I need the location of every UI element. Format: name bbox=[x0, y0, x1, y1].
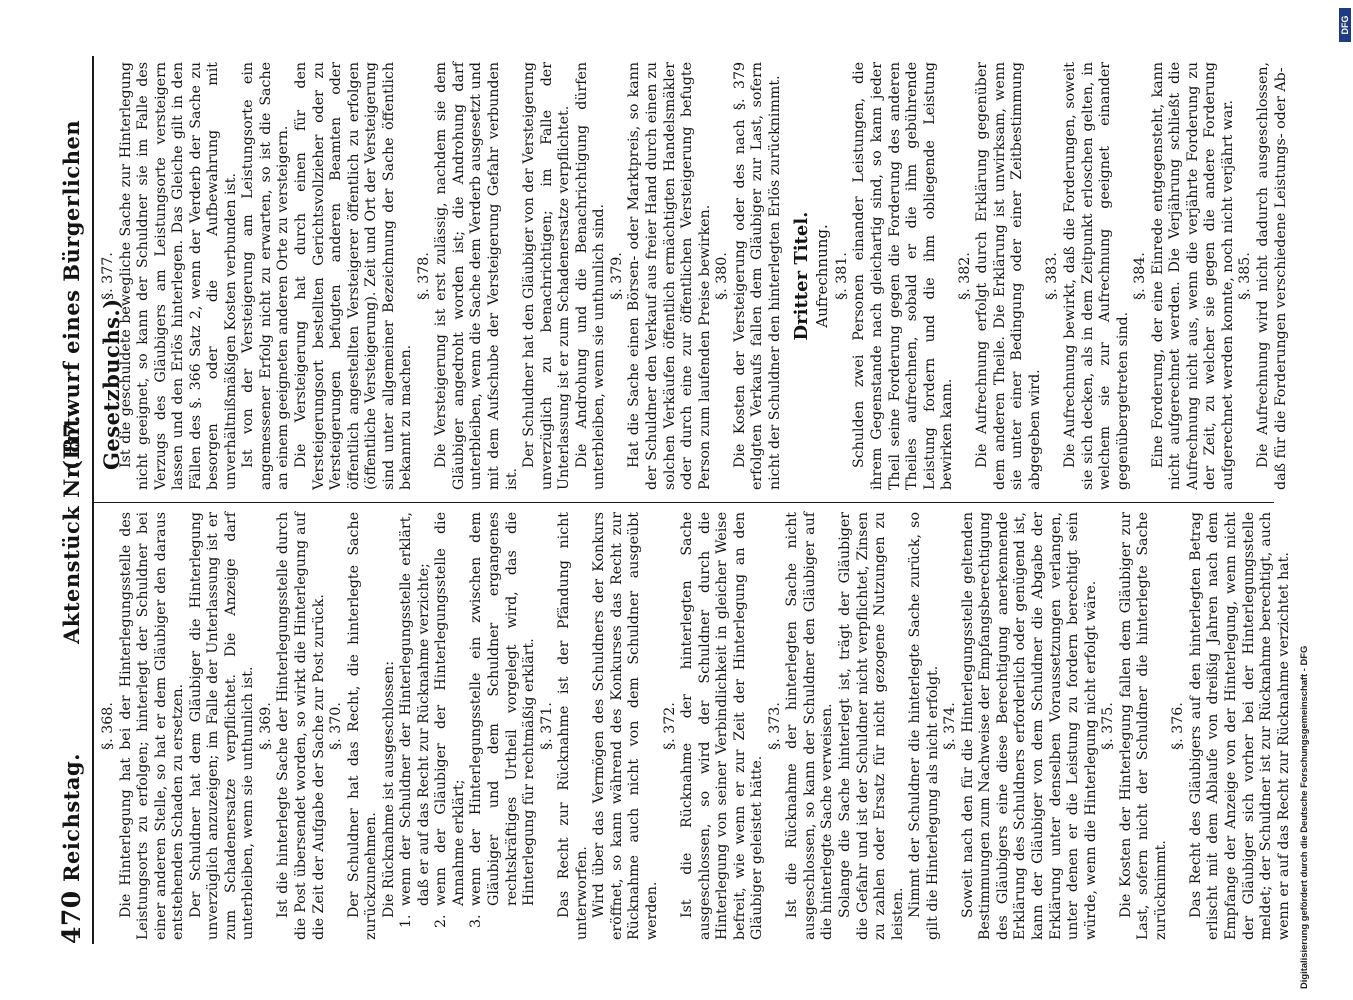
section-heading: §. 372. bbox=[661, 702, 678, 750]
paragraph: Eine Forderung, der eine Einrede entgegensteht, kann nicht aufgerechnet werden. Die Verjährung schließt die Aufrechnung nicht aus, wenn die verjährte Forderung zu der Zeit, zu welcher sie gegen die andere Forderung aufgerechnet werden konnte, noch nicht verjährt war. bbox=[1149, 62, 1236, 490]
paragraph: Der Schuldner hat das Recht, die hinterlegte Sache zurückzunehmen. bbox=[345, 512, 380, 940]
paragraph: Die Versteigerung hat durch einen für den Versteigerungsort bestellten Gerichtsvollzieher oder zu Versteigerungen befugten anderen Beamten oder öffentlich angestellten Versteigerer öffentlich zu erfolgen (öffentliche Versteigerung). Zeit und Ort der Versteigerung sind unter allgemeiner Bezeichnung der Sache öffentlich bekannt zu machen. bbox=[293, 62, 415, 490]
section-heading: §. 384. bbox=[1132, 252, 1149, 300]
dfg-logo-text: DFG bbox=[1340, 15, 1350, 35]
paragraph: Ist die Rücknahme der hinterlegten Sache ausgeschlossen, so wird der Schuldner durch die Hinterlegung von seiner Verbindlichkeit in gleicher Weise befreit, wie wenn er zur Zeit der Hinterlegung an den Gläubiger geleistet hätte. bbox=[679, 512, 766, 940]
list-item: 1. wenn der Schuldner der Hinterlegungsstelle erklärt, daß er auf das Recht zur Rücknahme verzichte; bbox=[398, 512, 433, 910]
right-column bbox=[100, 62, 1289, 490]
section-heading: §. 371. bbox=[538, 702, 555, 750]
section-heading: §. 374. bbox=[942, 702, 959, 750]
paragraph: Solange die Sache hinterlegt ist, trägt der Gläubiger die Gefahr und ist der Schuldner nicht verpflichtet, Zinsen zu zahlen oder Ersatz für nicht gezogene Nutzungen zu leisten. bbox=[836, 512, 906, 940]
section-heading: §. 376. bbox=[1170, 702, 1187, 750]
paragraph: Ist die Rücknahme der hinterlegten Sache nicht ausgeschlossen, so kann der Schuldner den Gläubiger auf die hinterlegte Sache verweisen. bbox=[784, 512, 836, 940]
paragraph: Die Hinterlegung hat bei der Hinterlegungsstelle des Leistungsorts zu erfolgen; hinterlegt der Schuldner bei einer anderen Stelle, so hat er dem Gläubiger den daraus entstehenden Schaden zu ersetzen. bbox=[117, 512, 187, 940]
section-heading: §. 375. bbox=[1100, 702, 1117, 750]
section-heading: §. 368. bbox=[100, 702, 116, 750]
paragraph: Die Androhung und die Benachrichtigung dürfen unterbleiben, wenn sie unthunlich sind. bbox=[573, 62, 608, 490]
chapter-subtitle: Aufrechnung. bbox=[813, 224, 832, 328]
paragraph: Ist von der Versteigerung am Leistungsorte ein angemessener Erfolg nicht zu erwarten, so ist die Sache an einem geeigneten anderen Orte zu versteigern. bbox=[240, 62, 292, 490]
header-rule bbox=[92, 56, 94, 944]
list-item: 3. wenn der Hinterlegungsstelle ein zwischen dem Gläubiger und dem Schuldner ergangenes rechtskräftiges Urtheil vorgelegt wird, das die Hinterlegung für rechtmäßig erklärt. bbox=[468, 512, 538, 910]
paragraph: Das Recht zur Rücknahme ist der Pfändung nicht unterworfen. bbox=[556, 512, 590, 940]
paragraph: Die Aufrechnung bewirkt, daß die Forderungen, soweit sie sich decken, als in dem Zeitpunkt erloschen gelten, in welchem sie zur Aufrechnung geeignet einander gegenübergetreten sind. bbox=[1061, 62, 1131, 490]
chapter-title: Dritter Titel. bbox=[791, 211, 813, 341]
section-heading: §. 378. bbox=[415, 252, 432, 300]
section-heading: §. 373. bbox=[766, 702, 783, 750]
paragraph: Die Kosten der Versteigerung oder des nach §. 379 erfolgten Verkaufs fallen dem Gläubiger zur Last, sofern nicht der Schuldner den hinterlegten Erlös zurücknimmt. bbox=[731, 62, 783, 490]
header-left: Reichstag. bbox=[59, 753, 84, 882]
section-heading: §. 383. bbox=[1044, 252, 1061, 300]
dfg-logo bbox=[1339, 8, 1351, 42]
section-heading: §. 379. bbox=[608, 252, 625, 300]
paragraph: Nimmt der Schuldner die hinterlegte Sache zurück, so gilt die Hinterlegung als nicht erfolgt. bbox=[907, 512, 941, 940]
section-heading: §. 385. bbox=[1237, 252, 1254, 300]
paragraph: Soweit nach den für die Hinterlegungsstelle geltenden Bestimmungen zum Nachweise der Empfangsberechtigung des Gläubigers eine diese Berechtigung anerkennende Erklärung des Schuldners erforderlich oder genügend ist, kann der Gläubiger von dem Schuldner die Abgabe der Erklärung unter denselben Voraussetzungen verlangen, unter denen er die Leistung zu fordern berechtigt sein würde, wenn die Hinterlegung nicht erfolgt wäre. bbox=[959, 512, 1099, 940]
paragraph: Der Schuldner hat dem Gläubiger die Hinterlegung unverzüglich anzuzeigen; im Falle der Unterlassung ist er zum Schadenersatze verpflichtet. Die Anzeige darf unterbleiben, wenn sie unthunlich ist. bbox=[187, 512, 257, 940]
paragraph: Die Rücknahme ist ausgeschlossen: bbox=[380, 661, 397, 918]
numbered-list bbox=[398, 512, 538, 940]
section-heading: §. 380. bbox=[714, 252, 731, 300]
section-heading: §. 370. bbox=[328, 702, 345, 750]
page-number: 470 bbox=[57, 890, 86, 944]
digitization-credit: Digitalisierung gefördert durch die Deutsche Forschungsgemeinschaft - DFG bbox=[1298, 645, 1309, 989]
paragraph: Der Schuldner hat den Gläubiger von der Versteigerung unverzüglich zu benachrichtigen; im Falle der Unterlassung ist er zum Schadenersatze verpflichtet. bbox=[521, 62, 573, 490]
paragraph: Ist die geschuldete bewegliche Sache zur Hinterlegung nicht geeignet, so kann der Schuldner sie im Falle des Verzugs des Gläubigers am Leistungsorte versteigern lassen und den Erlös hinterlegen. Das Gleiche gilt in den Fällen des §. 366 Satz 2, wenn der Verderb der Sache zu besorgen oder die Aufbewahrung mit unverhältnißmäßigen Kosten verbunden ist. bbox=[117, 62, 239, 490]
section-heading: §. 377. bbox=[100, 252, 116, 300]
paragraph: Das Recht des Gläubigers auf den hinterlegten Betrag erlischt mit dem Ablaufe von dreißig Jahren nach dem Empfange der Anzeige von der Hinterlegung, wenn nicht der Gläubiger sich vorher bei der Hinterlegungsstelle meldet; der Schuldner ist zur Rücknahme berechtigt, auch wenn er auf das Recht zur Rücknahme verzichtet hat. bbox=[1187, 512, 1292, 940]
section-heading: §. 381. bbox=[833, 252, 850, 300]
paragraph: Die Versteigerung ist erst zulässig, nachdem sie dem Gläubiger angedroht worden ist; die Androhung darf unterbleiben, wenn die Sache dem Verderb ausgesetzt und mit dem Aufschube der Versteigerung Gefahr verbunden ist. bbox=[433, 62, 520, 490]
paragraph: Ist die hinterlegte Sache der Hinterlegungsstelle durch die Post übersendet worden, so wirkt die Hinterlegung auf die Zeit der Aufgabe der Sache zur Post zurück. bbox=[275, 512, 327, 940]
paragraph: Wird über das Vermögen des Schuldners der Konkurs eröffnet, so kann während des Konkurses das Recht zur Rücknahme auch nicht von dem Schuldner ausgeübt werden. bbox=[591, 512, 660, 940]
section-heading: §. 382. bbox=[956, 252, 973, 300]
paragraph: Die Aufrechnung erfolgt durch Erklärung gegenüber dem anderen Theile. Die Erklärung ist unwirksam, wenn sie unter einer Bedingung oder einer Zeitbestimmung abgegeben wird. bbox=[974, 62, 1043, 490]
paragraph: Schulden zwei Personen einander Leistungen, die ihrem Gegenstande nach gleichartig sind, so kann jeder Theil seine Forderung gegen die Forderung des anderen Theiles aufrechnen, sobald er die ihm gebührende Leistung fordern und die ihm obliegende Leistung bewirken kann. bbox=[851, 62, 956, 490]
section-heading: §. 369. bbox=[257, 702, 274, 750]
paragraph: Die Kosten der Hinterlegung fallen dem Gläubiger zur Last, sofern nicht der Schuldner die hinterlegte Sache zurücknimmt. bbox=[1117, 512, 1169, 940]
list-item: 2. wenn der Gläubiger der Hinterlegungsstelle die Annahme erklärt; bbox=[433, 512, 468, 910]
paragraph: Die Aufrechnung wird nicht dadurch ausgeschlossen, daß für die Forderungen verschiedene Leistungs- oder Ab- bbox=[1255, 62, 1289, 490]
header-center: Aktenstück Nr. 87. bbox=[59, 414, 84, 644]
paragraph: Hat die Sache einen Börsen- oder Marktpreis, so kann der Schuldner den Verkauf aus freier Hand durch einen zu solchen Verkäufen öffentlich ermächtigten Handelsmäkler oder durch eine zur öffentlichen Versteigerung befugte Person zum laufenden Preise bewirken. bbox=[626, 62, 713, 490]
column-divider bbox=[94, 502, 1274, 503]
header-right: (Entwurf eines Bürgerlichen Gesetzbuchs.) bbox=[59, 119, 124, 470]
left-column bbox=[100, 512, 1292, 940]
